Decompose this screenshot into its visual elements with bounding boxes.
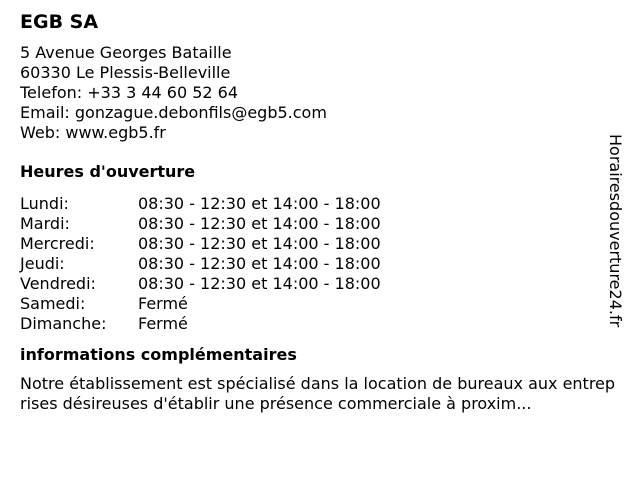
hours-time: 08:30 - 12:30 et 14:00 - 18:00 (138, 194, 381, 213)
hours-day: Mercredi: (20, 234, 95, 253)
hours-time: 08:30 - 12:30 et 14:00 - 18:00 (138, 274, 381, 293)
hours-row-tuesday (20, 214, 620, 234)
web-line: Web: www.egb5.fr (20, 123, 166, 142)
hours-time: Fermé (138, 314, 188, 333)
hours-table (20, 194, 620, 334)
phone-line: Telefon: +33 3 44 60 52 64 (20, 83, 239, 102)
hours-day: Dimanche: (20, 314, 107, 333)
address-city: 60330 Le Plessis-Belleville (20, 63, 231, 82)
hours-row-saturday (20, 294, 620, 314)
site-watermark: Horairesdouverture24.fr (606, 134, 625, 328)
hours-day: Lundi: (20, 194, 69, 213)
hours-row-monday (20, 194, 620, 214)
hours-time: 08:30 - 12:30 et 14:00 - 18:00 (138, 234, 381, 253)
hours-row-friday (20, 274, 620, 294)
hours-day: Vendredi: (20, 274, 96, 293)
hours-time: Fermé (138, 294, 188, 313)
business-name: EGB SA (20, 11, 99, 33)
hours-time: 08:30 - 12:30 et 14:00 - 18:00 (138, 214, 381, 233)
hours-day: Mardi: (20, 214, 70, 233)
hours-time: 08:30 - 12:30 et 14:00 - 18:00 (138, 254, 381, 273)
email-line: Email: gonzague.debonfils@egb5.com (20, 103, 327, 122)
hours-heading: Heures d'ouverture (20, 162, 196, 181)
hours-row-sunday (20, 314, 620, 334)
contact-block (20, 43, 620, 143)
info-description: Notre établissement est spécialisé dans la location de bureaux aux entreprises désireuses d'établir une présence commerciale à proxim... (20, 374, 616, 413)
hours-day: Samedi: (20, 294, 86, 313)
info-heading: informations complémentaires (20, 345, 297, 364)
address-street: 5 Avenue Georges Bataille (20, 43, 232, 62)
hours-day: Jeudi: (20, 254, 65, 273)
business-card (20, 9, 620, 414)
hours-row-wednesday (20, 234, 620, 254)
hours-row-thursday (20, 254, 620, 274)
